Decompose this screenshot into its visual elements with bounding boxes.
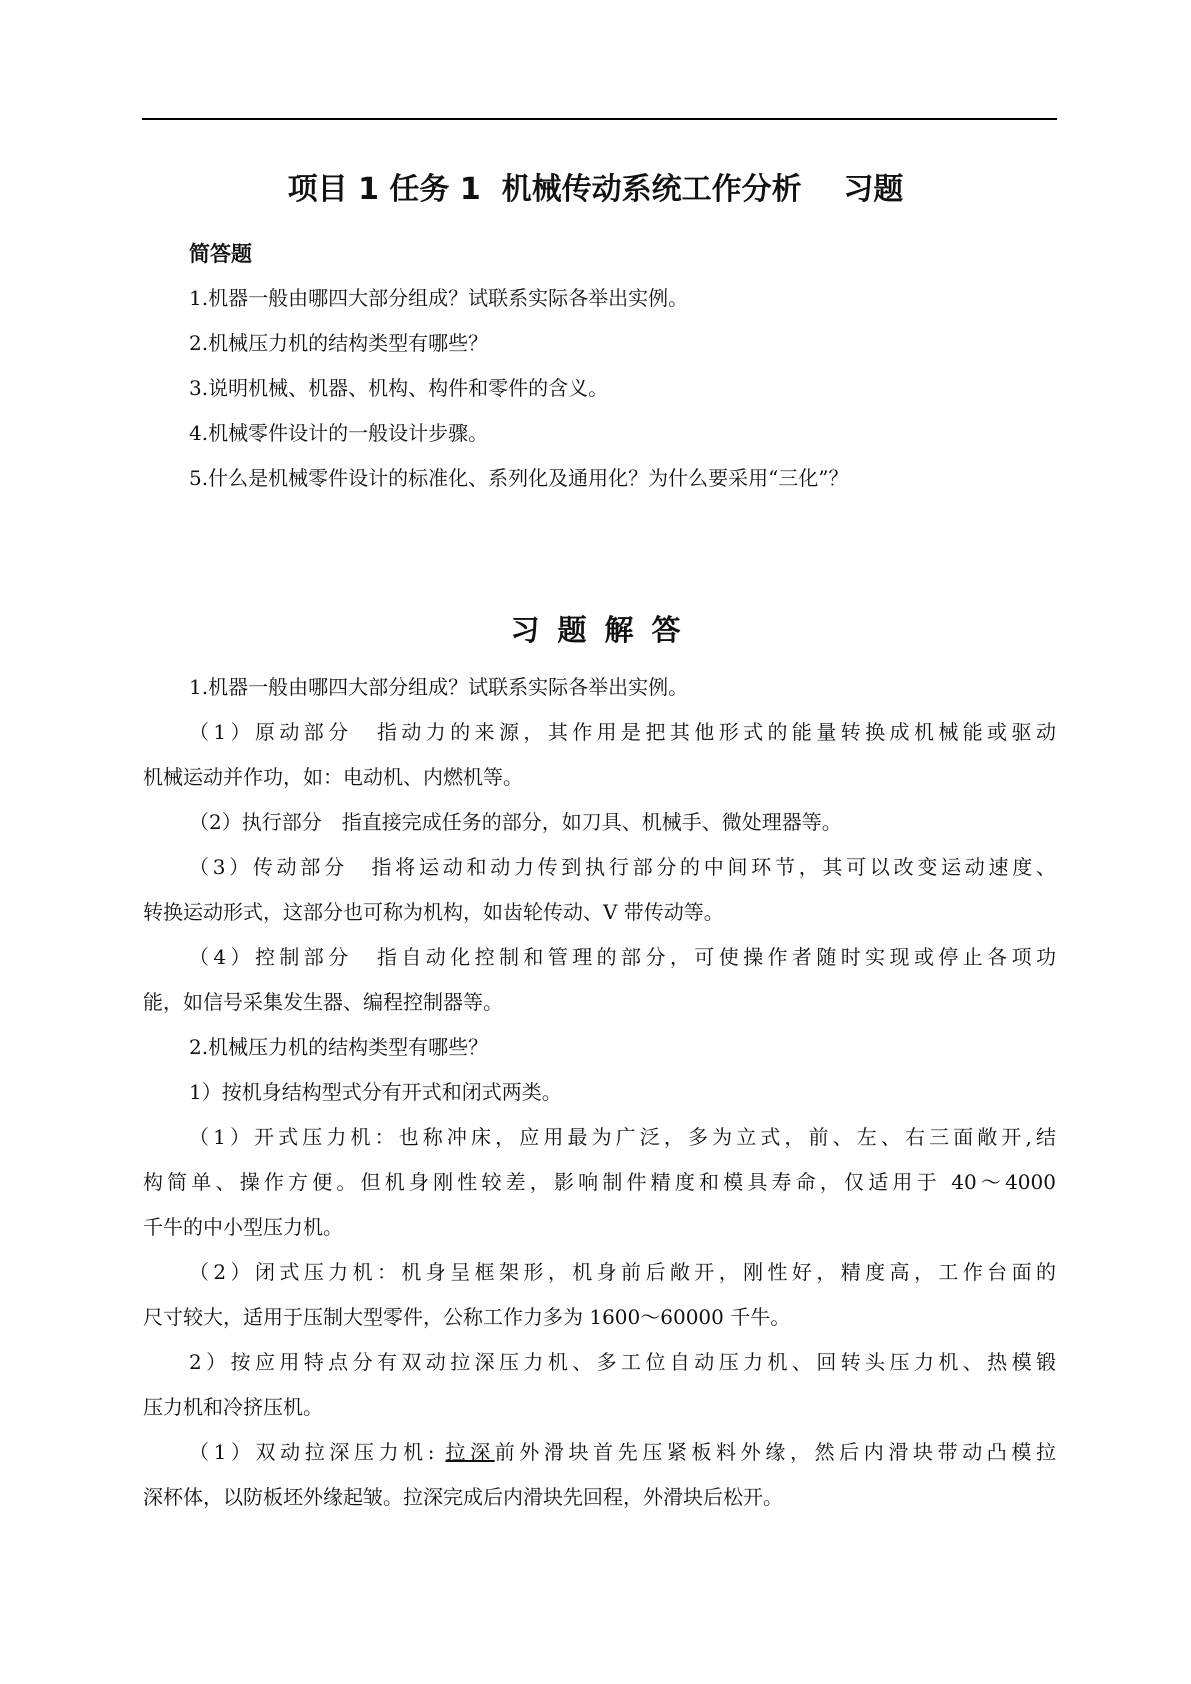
answer-line: 深杯体，以防板坯外缘起皱。拉深完成后内滑块先回程，外滑块后松开。 bbox=[143, 1485, 783, 1509]
answer-text: 前外滑块首先压紧板料外缘，然后内滑块带动凸模拉 bbox=[494, 1440, 1057, 1464]
answer-q1: 1.机器一般由哪四大部分组成？试联系实际各举出实例。 bbox=[189, 675, 689, 699]
answer-line: 转换运动形式，这部分也可称为机构，如齿轮传动、V 带传动等。 bbox=[143, 900, 724, 924]
answer-line: 压力机和冷挤压机。 bbox=[143, 1395, 323, 1419]
question-3: 3.说明机械、机器、机构、构件和零件的含义。 bbox=[189, 376, 609, 400]
question-5: 5.什么是机械零件设计的标准化、系列化及通用化？为什么要采用“三化”？ bbox=[189, 466, 849, 490]
answer-line: 1）按机身结构型式分有开式和闭式两类。 bbox=[189, 1080, 562, 1104]
answer-text: （1）双动拉深压力机: bbox=[189, 1440, 446, 1464]
underlined-term: 拉深 bbox=[445, 1440, 495, 1464]
header-rule bbox=[142, 118, 1057, 120]
question-2: 2.机械压力机的结构类型有哪些？ bbox=[189, 331, 489, 355]
question-4: 4.机械零件设计的一般设计步骤。 bbox=[189, 421, 489, 445]
answer-line: （1）原动部分 指动力的来源，其作用是把其他形式的能量转换成机械能或驱动 bbox=[189, 720, 1056, 744]
answers-heading: 习题解答 bbox=[510, 613, 699, 647]
answer-q2: 2.机械压力机的结构类型有哪些？ bbox=[189, 1035, 489, 1059]
answer-line: 千牛的中小型压力机。 bbox=[143, 1215, 343, 1239]
answer-line: （1）开式压力机：也称冲床，应用最为广泛，多为立式，前、左、右三面敞开,结 bbox=[189, 1125, 1056, 1149]
answer-line: 机械运动并作功，如：电动机、内燃机等。 bbox=[143, 765, 523, 789]
answer-line: 构简单、操作方便。但机身刚性较差，影响制件精度和模具寿命，仅适用于 40～4000 bbox=[143, 1170, 1056, 1194]
answer-line: 能，如信号采集发生器、编程控制器等。 bbox=[143, 990, 503, 1014]
answer-line: （2）执行部分 指直接完成任务的部分，如刀具、机械手、微处理器等。 bbox=[189, 810, 842, 834]
section-heading: 简答题 bbox=[189, 242, 252, 266]
answer-line: （3）传动部分 指将运动和动力传到执行部分的中间环节，其可以改变运动速度、 bbox=[189, 855, 1056, 879]
answer-line: 尺寸较大，适用于压制大型零件，公称工作力多为 1600～60000 千牛。 bbox=[143, 1305, 791, 1329]
question-1: 1.机器一般由哪四大部分组成？试联系实际各举出实例。 bbox=[189, 286, 689, 310]
answer-line-double-action-press bbox=[189, 1437, 1056, 1467]
page-title: 项目 1 任务 1 机械传动系统工作分析 习题 bbox=[287, 172, 904, 207]
answer-line: （4）控制部分 指自动化控制和管理的部分，可使操作者随时实现或停止各项功 bbox=[189, 945, 1056, 969]
answer-line: 2）按应用特点分有双动拉深压力机、多工位自动压力机、回转头压力机、热模锻 bbox=[189, 1350, 1056, 1374]
answer-line: （2）闭式压力机：机身呈框架形，机身前后敞开，刚性好，精度高，工作台面的 bbox=[189, 1260, 1056, 1284]
